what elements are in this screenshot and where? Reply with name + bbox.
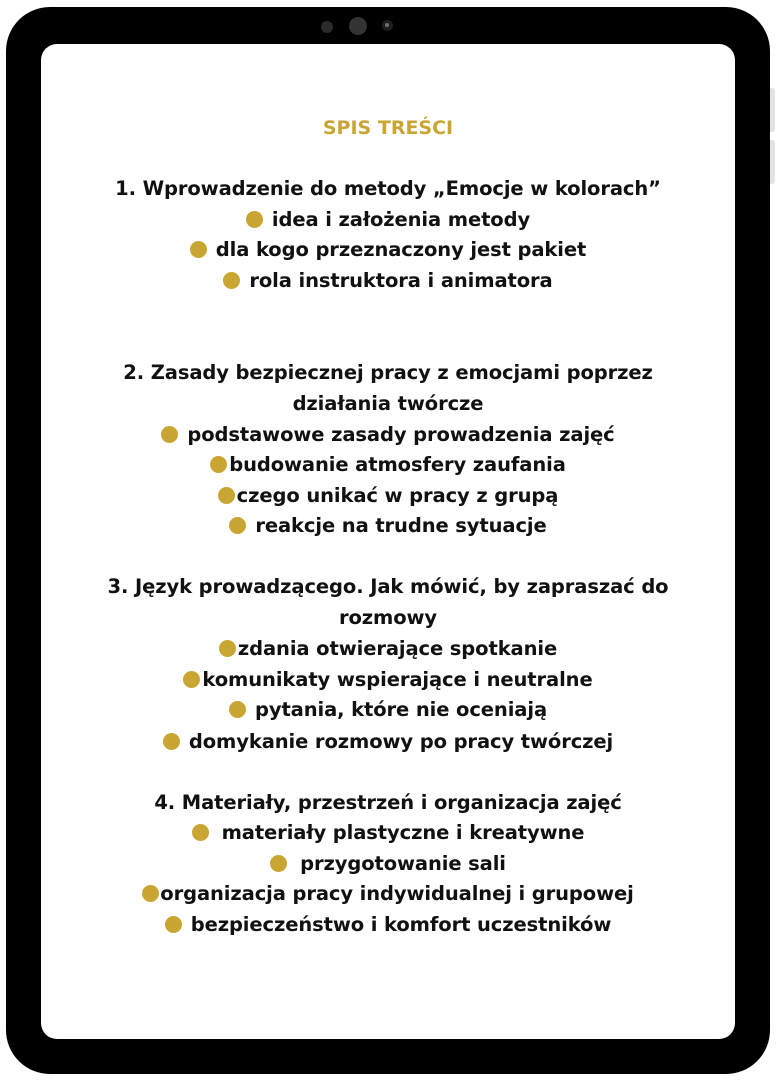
bullet-dot-icon xyxy=(223,272,240,289)
section-3-heading-cont xyxy=(41,603,735,633)
toc-item-label: zdania otwierające spotkanie xyxy=(237,637,558,660)
toc-item-label: przygotowanie sali xyxy=(300,852,506,875)
bullet-dot-icon xyxy=(192,824,209,841)
bullet-dot-icon xyxy=(246,211,263,228)
volume-up-button xyxy=(770,88,775,132)
section-heading-line: 3. Język prowadzącego. Jak mówić, by zapraszać do xyxy=(107,575,669,598)
bullet-dot-icon xyxy=(161,426,178,443)
toc-item-label: organizacja pracy indywidualnej i grupowej xyxy=(160,882,634,905)
light-sensor-icon xyxy=(382,20,393,31)
toc-item-label: bezpieczeństwo i komfort uczestników xyxy=(190,913,612,936)
section-heading-line: 2. Zasady bezpiecznej pracy z emocjami poprzez xyxy=(123,361,653,384)
section-2-item-1 xyxy=(41,420,735,450)
section-4-heading xyxy=(41,788,735,818)
section-3-item-2 xyxy=(41,665,735,695)
bullet-dot-icon xyxy=(218,487,235,504)
toc-item-label: budowanie atmosfery zaufania xyxy=(229,453,566,476)
section-4-item-3 xyxy=(41,879,735,909)
section-1-item-3 xyxy=(41,266,735,296)
section-4-item-1 xyxy=(41,818,735,848)
bullet-dot-icon xyxy=(229,701,246,718)
section-4-item-4 xyxy=(41,910,735,940)
bullet-dot-icon xyxy=(190,241,207,258)
toc-item-label: idea i założenia metody xyxy=(271,208,531,231)
bullet-dot-icon xyxy=(210,456,227,473)
section-1-item-1 xyxy=(41,205,735,235)
bullet-dot-icon xyxy=(229,517,246,534)
toc-item-label: materiały plastyczne i kreatywne xyxy=(221,821,585,844)
section-2-item-2 xyxy=(41,450,735,480)
toc-title: SPIS TREŚCI xyxy=(322,117,454,139)
section-3-item-1 xyxy=(41,634,735,664)
toc-item-label: czego unikać w pracy z grupą xyxy=(236,484,559,507)
toc-item-label: komunikaty wspierające i neutralne xyxy=(202,668,593,691)
section-1-heading xyxy=(41,174,735,204)
section-heading-line: 4. Materiały, przestrzeń i organizacja zajęć xyxy=(154,791,622,814)
section-heading-line: 1. Wprowadzenie do metody „Emocje w kolorach” xyxy=(115,177,661,200)
section-2-item-4 xyxy=(41,511,735,541)
section-heading-line: działania twórcze xyxy=(292,392,484,415)
section-3-item-4 xyxy=(41,727,735,757)
bullet-dot-icon xyxy=(142,885,159,902)
section-2-heading xyxy=(41,358,735,388)
toc-item-label: dla kogo przeznaczony jest pakiet xyxy=(215,238,587,261)
toc-item-label: rola instruktora i animatora xyxy=(249,269,553,292)
section-4-item-2 xyxy=(41,849,735,879)
bullet-dot-icon xyxy=(270,855,287,872)
section-2-heading-cont xyxy=(41,389,735,419)
section-2-item-3 xyxy=(41,481,735,511)
bullet-dot-icon xyxy=(183,671,200,688)
camera-icon xyxy=(349,17,367,35)
volume-down-button xyxy=(770,140,775,184)
tablet-screen xyxy=(41,44,735,1039)
toc-item-label: domykanie rozmowy po pracy twórczej xyxy=(188,730,614,753)
section-1-item-2 xyxy=(41,235,735,265)
section-3-heading xyxy=(41,572,735,602)
section-heading-line: rozmowy xyxy=(338,606,438,629)
toc-item-label: pytania, które nie oceniają xyxy=(254,698,548,721)
toc-item-label: podstawowe zasady prowadzenia zajęć xyxy=(187,423,615,446)
toc-item-label: reakcje na trudne sytuacje xyxy=(255,514,547,537)
bullet-dot-icon xyxy=(219,640,236,657)
bullet-dot-icon xyxy=(165,916,182,933)
sensor-icon xyxy=(321,21,333,33)
bullet-dot-icon xyxy=(163,733,180,750)
section-3-item-3 xyxy=(41,695,735,725)
